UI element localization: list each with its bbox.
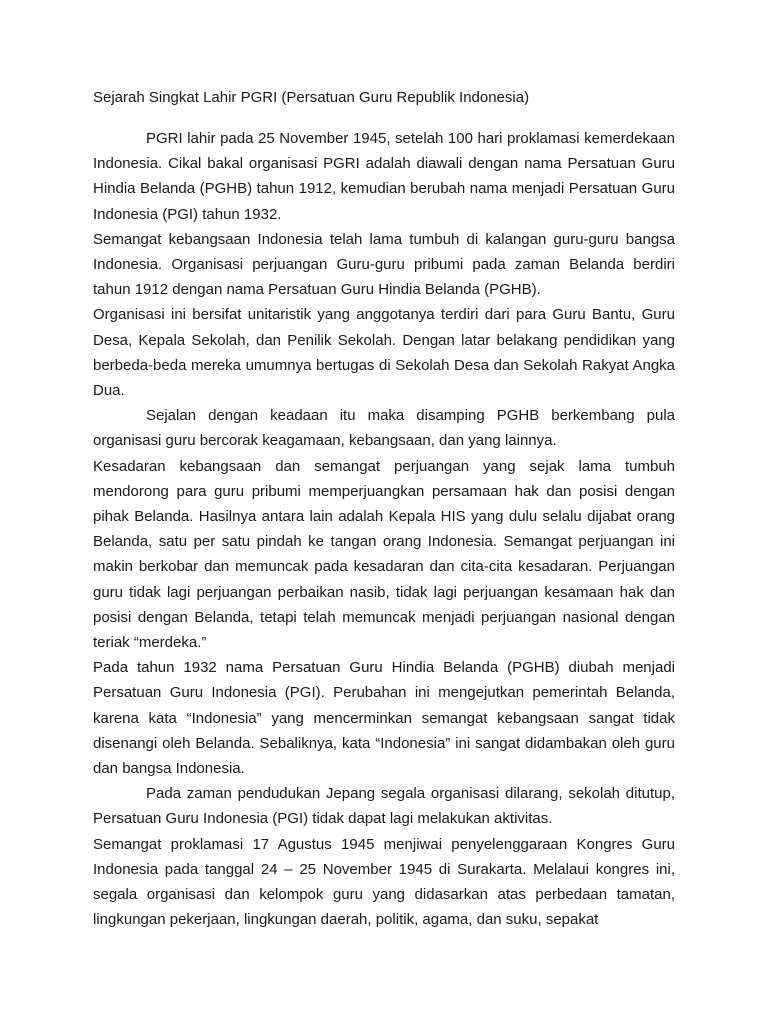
paragraph-pgri-lahir: PGRI lahir pada 25 November 1945, setelah 100 hari proklamasi kemerdekaan Indonesia. Cikal bakal organisasi PGRI adalah diawali dengan nama Persatuan Guru Hindia Belanda (PGHB) tahun 1912, kemudian berubah nama menjadi Persatuan Guru Indonesia (PGI) tahun 1932. [93,130,675,223]
document-title: Sejarah Singkat Lahir PGRI (Persatuan Guru Republik Indonesia) [93,89,530,106]
paragraph-sejalan: Sejalan dengan keadaan itu maka disamping PGHB berkembang pula organisasi guru bercorak keagamaan, kebangsaan, dan yang lainnya. [93,407,675,450]
paragraph-semangat-proklamasi: Semangat proklamasi 17 Agustus 1945 menjiwai penyelenggaraan Kongres Guru Indonesia pada tanggal 24 – 25 November 1945 di Surakarta. Melalaui kongres ini, segala organisasi dan kelompok guru yang didasarkan atas perbedaan tamatan, lingkungan pekerjaan, lingkungan daerah, politik, agama, dan suku, sepakat [93,835,675,929]
paragraph-zaman-jepang: Pada zaman pendudukan Jepang segala organisasi dilarang, sekolah ditutup, Persatuan Guru Indonesia (PGI) tidak dapat lagi melakukan aktivitas. [93,785,675,828]
paragraph-organisasi-unitaristik: Organisasi ini bersifat unitaristik yang anggotanya terdiri dari para Guru Bantu, Guru Desa, Kepala Sekolah, dan Penilik Sekolah. Dengan latar belakang pendidikan yang berbeda-beda mereka umumnya bertugas di Sekolah Desa dan Sekolah Rakyat Angka Dua. [93,306,675,400]
paragraph-kesadaran-kebangsaan: Kesadaran kebangsaan dan semangat perjuangan yang sejak lama tumbuh mendorong para guru pribumi memperjuangkan persamaan hak dan posisi dengan pihak Belanda. Hasilnya antara lain adalah Kepala HIS yang dulu selalu dijabat orang Belanda, satu per satu pindah ke tangan orang Indonesia. Semangat perjuangan ini makin berkobar dan memuncak pada kesadaran dan cita-cita kesadaran. Perjuangan guru tidak lagi perjuangan perbaikan nasib, tidak lagi perjuangan kesamaan hak dan posisi dengan Belanda, tetapi telah memuncak menjadi perjuangan nasional dengan teriak “merdeka.” [93,457,675,652]
paragraph-tahun-1932: Pada tahun 1932 nama Persatuan Guru Hindia Belanda (PGHB) diubah menjadi Persatuan Guru Indonesia (PGI). Perubahan ini mengejutkan pemerintah Belanda, karena kata “Indonesia” yang mencerminkan semangat kebangsaan sangat tidak disenangi oleh Belanda. Sebaliknya, kata “Indonesia” ini sangat didambakan oleh guru dan bangsa Indonesia. [93,659,675,778]
paragraph-semangat-kebangsaan: Semangat kebangsaan Indonesia telah lama tumbuh di kalangan guru-guru bangsa Indonesia. Organisasi perjuangan Guru-guru pribumi pada zaman Belanda berdiri tahun 1912 dengan nama Persatuan Guru Hindia Belanda (PGHB). [93,230,675,299]
